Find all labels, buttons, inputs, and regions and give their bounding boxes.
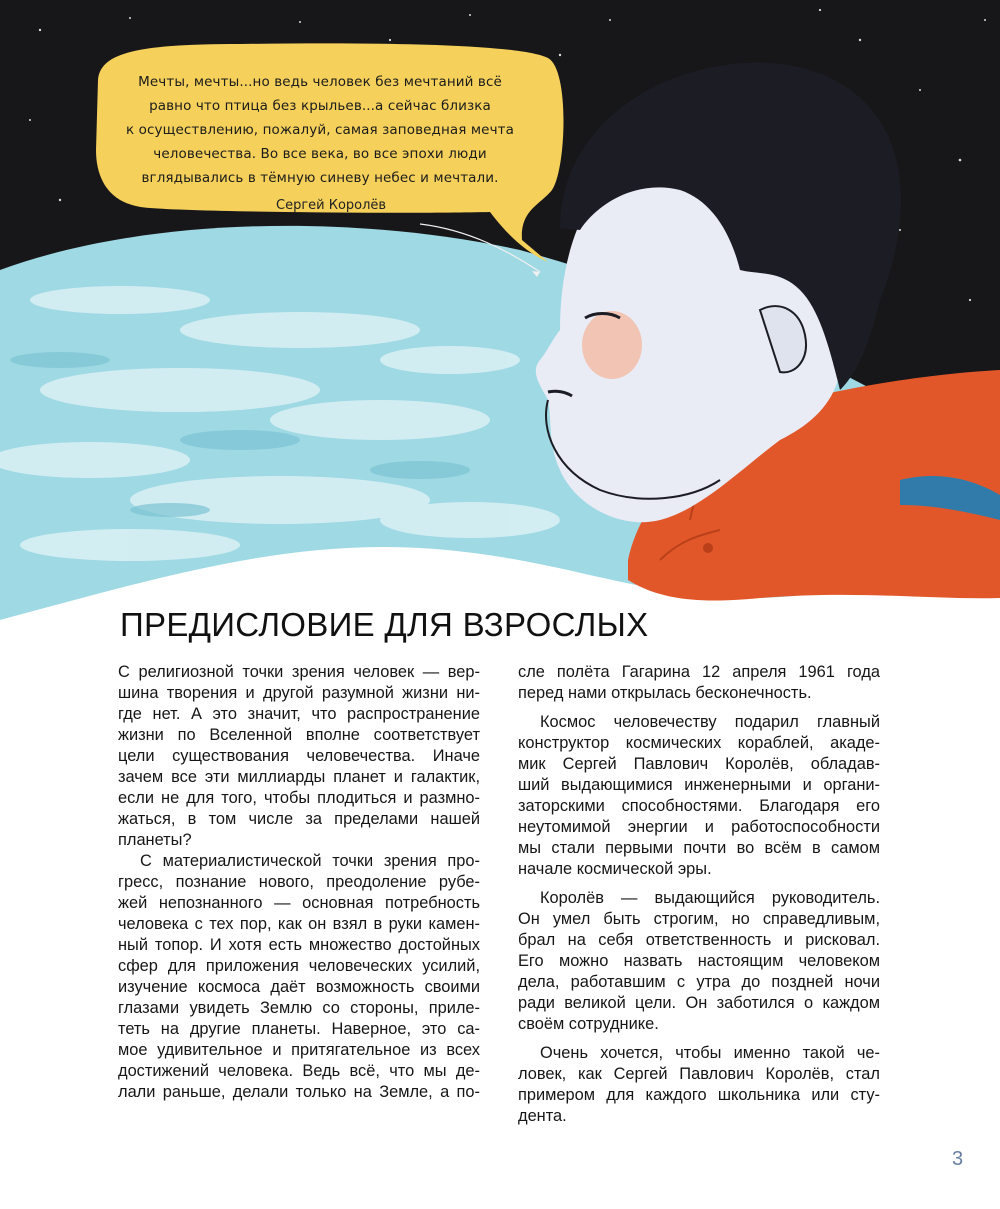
- text-line: человека с тех пор, как он взял в руки камен-: [118, 915, 480, 933]
- paragraph-religious-view: [118, 662, 480, 851]
- text-line: зачем все эти миллиарды планет и галактик,: [118, 768, 480, 786]
- text-line: планеты?: [118, 831, 192, 849]
- text-line: Очень хочется, чтобы именно такой че-: [540, 1044, 880, 1062]
- text-line: дента.: [518, 1107, 567, 1125]
- text-line: конструктор космических кораблей, акаде-: [518, 734, 880, 752]
- text-line: жей непознанного — основная потребность: [118, 894, 480, 912]
- text-line: Он умел быть строгим, но справедливым,: [518, 910, 880, 928]
- text-line: где нет. А это значит, что распространение: [118, 705, 480, 723]
- text-column-left: [118, 662, 480, 1103]
- text-line: жаться, в том числе за пределами нашей: [118, 810, 480, 828]
- text-line: шина творения и другой разумной жизни ни-: [118, 684, 480, 702]
- text-line: жизни по Вселенной вполне соответствует: [118, 726, 480, 744]
- text-line: глазами увидеть Землю со стороны, прилe-: [118, 999, 480, 1017]
- text-line: начале космической эры.: [518, 860, 712, 878]
- text-line: Королёв — выдающийся руководитель.: [540, 889, 880, 907]
- text-line: теть на другие планеты. Наверное, это са-: [118, 1020, 480, 1038]
- paragraph-continuation: [518, 662, 880, 704]
- text-line: С материалистической точки зрения про-: [140, 852, 480, 870]
- text-line: ради великой цели. Он заботился о каждом: [518, 994, 880, 1012]
- text-line: Космос человечеству подарил главный: [540, 713, 880, 731]
- paragraph-materialist-view: [118, 851, 480, 1103]
- text-line: дела, работавшим с утра до поздней ночи: [518, 973, 880, 991]
- text-line: ный топор. И хотя есть множество достойных: [118, 936, 480, 954]
- text-line: если не для того, чтобы плодиться и размно-: [118, 789, 480, 807]
- text-line: заторскими способностями. Благодаря его: [518, 797, 880, 815]
- text-line: лали раньше, делали только на Земле, а по-: [118, 1083, 480, 1101]
- text-line: достижений человека. Ведь всё, что мы де-: [118, 1062, 480, 1080]
- text-line: неутомимой энергии и работоспособности: [518, 818, 880, 836]
- paragraph-role-model: [518, 1043, 880, 1127]
- page-number: 3: [952, 1148, 964, 1170]
- text-line: своём сотруднике.: [518, 1015, 659, 1033]
- text-line: брал на себя ответственность и рисковал.: [518, 931, 880, 949]
- text-line: примером для каждого школьника или сту-: [518, 1086, 880, 1104]
- text-line: изучение космоса даёт возможность своими: [118, 978, 480, 996]
- speech-bubble-quote: Мечты, мечты...но ведь человек без мечтаний всё равно что птица без крыльев...а сейчас близка к осуществлению, пожалуй, самая заповедная мечта человечества. Во все века, во все эпохи люди вглядывались в тёмную синеву небес и мечтали.: [126, 74, 514, 186]
- text-line: С религиозной точки зрения человек — вер-: [118, 663, 480, 681]
- text-line: мое удивительное и притягательное из всех: [118, 1041, 480, 1059]
- text-line: мик Сергей Павлович Королёв, обладав-: [518, 755, 880, 773]
- text-column-right: [518, 662, 880, 1127]
- text-line: цели существования человечества. Иначе: [118, 747, 480, 765]
- quote-attribution: Сергей Королёв: [276, 198, 387, 213]
- text-line: сле полёта Гагарина 12 апреля 1961 года: [518, 663, 880, 681]
- text-line: сфер для приложения человеческих усилий,: [118, 957, 480, 975]
- text-line: мы стали первыми почти во всём в самом: [518, 839, 880, 857]
- text-line: ловек, как Сергей Павлович Королёв, стал: [518, 1065, 880, 1083]
- text-line: Его можно назвать настоящим человеком: [518, 952, 880, 970]
- cheek: [582, 311, 642, 379]
- text-line: перед нами открылась бесконечность.: [518, 684, 812, 702]
- page-title: ПРЕДИСЛОВИЕ ДЛЯ ВЗРОСЛЫХ: [120, 606, 649, 643]
- paragraph-chief-designer: [518, 712, 880, 880]
- text-line: ший выдающимися инженерными и органи-: [518, 776, 880, 794]
- text-line: гресс, познание нового, преодоление рубе-: [118, 873, 480, 891]
- paragraph-leader: [518, 888, 880, 1035]
